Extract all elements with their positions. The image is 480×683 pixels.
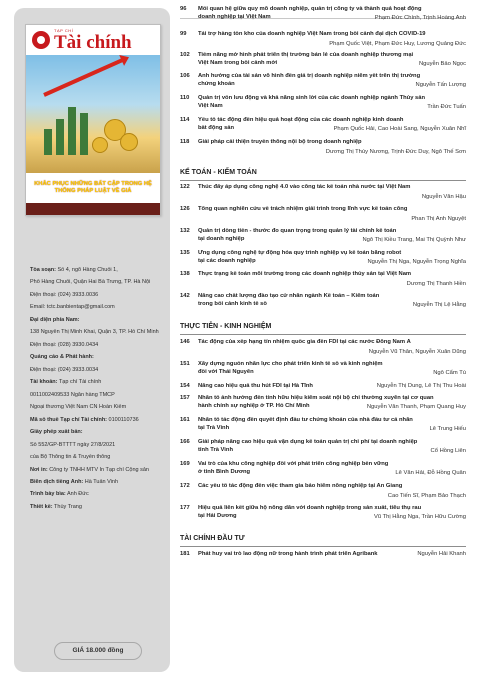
page-number: 142 xyxy=(180,293,190,299)
article-author: Phạm Quốc Hải, Cao Hoài Sang, Nguyễn Xuân Nhĩ xyxy=(333,126,466,132)
article-author: Lê Văn Hải, Đỗ Hồng Quân xyxy=(395,470,466,476)
info-line: Nơi in: Công ty TNHH MTV In Tạp chí Cộng sản xyxy=(30,466,149,473)
article-author: Dương Thị Thanh Hiền xyxy=(406,281,466,287)
page-number: 161 xyxy=(180,417,190,423)
page-number: 135 xyxy=(180,250,190,256)
article-author: Trần Đức Tuấn xyxy=(427,104,466,110)
article-title: Vai trò của khu công nghiệp đối với phát triển công nghiệp bền vững ở tỉnh Bình Dương xyxy=(198,461,389,475)
cover-kicker: TẠP CHÍ xyxy=(54,27,74,33)
info-line: Giấy phép xuất bản: xyxy=(30,429,83,436)
page-number: 181 xyxy=(180,551,190,557)
article-author: Nguyễn Văn Hậu xyxy=(421,194,466,200)
article-title: Phát huy vai trò lao động nữ trong hành trình phát triển Agribank xyxy=(198,551,378,557)
article-title: Nhân tố ảnh hưởng đến tính hữu hiệu kiểm soát nội bộ chi thường xuyên tại cơ quan hành chính sự nghiệp ở TP. Hồ Chí Minh xyxy=(198,395,434,409)
info-line: Mã số thuế Tạp chí Tài chính: 0100110736 xyxy=(30,416,139,423)
article-author: Ngô Cẩm Tú xyxy=(433,370,466,376)
article-title: Thúc đẩy áp dụng công nghệ 4.0 vào công tác kế toán nhà nước tại Việt Nam xyxy=(198,184,411,190)
article-title: Tổng quan nghiên cứu về trách nhiệm giải trình trong lĩnh vực kế toán công xyxy=(198,206,408,212)
page-number: 151 xyxy=(180,361,190,367)
info-line: Điện thoại: (024) 3933.0034 xyxy=(30,366,99,373)
divider xyxy=(180,334,466,335)
info-line: Thiết kế: Thùy Trang xyxy=(30,503,82,510)
page-number: 122 xyxy=(180,184,190,190)
article-author: Dương Thị Thúy Nương, Trịnh Đức Duy, Ngô Thế Sơn xyxy=(325,149,466,155)
page-number: 118 xyxy=(180,139,190,145)
cover-title-group xyxy=(54,29,132,52)
page-number: 166 xyxy=(180,439,190,445)
article-title: Ứng dụng công nghệ tự động hóa quy trình nghiệp vụ kế toán bằng robot tại các doanh nghiệp xyxy=(198,250,402,264)
cover-bar-icon xyxy=(44,129,52,155)
growth-arrow-icon xyxy=(43,57,125,96)
info-line: của Bộ Thông tin & Truyền thông xyxy=(30,454,111,461)
article-author: Nguyễn Hải Khanh xyxy=(417,551,466,557)
article-title: Nâng cao hiệu quả thu hút FDI tại Hà Tĩnh xyxy=(198,383,313,389)
page-number: 172 xyxy=(180,483,190,489)
article-author: Nguyễn Văn Thanh, Phạm Quang Huy xyxy=(366,404,466,410)
article-author: Phạm Quốc Việt, Phạm Đức Huy, Lương Quảng Đức xyxy=(329,41,466,47)
article-title: Tái trợ hàng tồn kho của doanh nghiệp Việt Nam trong bối cảnh đại dịch COVID-19 xyxy=(198,31,426,37)
article-title: Nâng cao chất lượng đào tạo cử nhân ngành Kế toán – Kiểm toán trong bối cảnh kinh tế số xyxy=(198,293,380,307)
article-title: Giải pháp nâng cao hiệu quả vận dụng kế toán quản trị chi phí tại doanh nghiệp tỉnh Trà Vinh xyxy=(198,439,418,453)
info-line: Đại diện phía Nam: xyxy=(30,316,80,323)
page-number: 177 xyxy=(180,505,190,511)
article-title: Thực trạng kế toán môi trường trong các doanh nghiệp thủy sản tại Việt Nam xyxy=(198,271,412,277)
article-title: Xây dựng nguồn nhân lực cho phát triển kinh tế số và kinh nghiệm đối với Thái Nguyên xyxy=(198,361,383,375)
info-line: Phố Hàng Chuối, Quận Hai Bà Trưng, TP. Hà Nội xyxy=(30,279,151,286)
page-number: 169 xyxy=(180,461,190,467)
article-title: Giải pháp cải thiện truyền thông nội bộ trong doanh nghiệp xyxy=(198,139,362,145)
coin-icon xyxy=(120,133,138,151)
info-line: Quảng cáo & Phát hành: xyxy=(30,354,94,361)
info-line: 138 Nguyễn Thị Minh Khai, Quận 3, TP. Hồ Chí Minh xyxy=(30,329,159,336)
cover-bar-icon xyxy=(56,119,64,155)
page-number: 154 xyxy=(180,383,190,389)
cover-header xyxy=(26,25,160,55)
cover-illustration xyxy=(26,55,160,173)
article-author: Nguyễn Thị Nga, Nguyễn Trọng Nghĩa xyxy=(367,259,466,265)
price-badge: GIÁ 18.000 đồng xyxy=(54,642,142,660)
section-heading: THỰC TIỄN - KINH NGHIỆM xyxy=(180,323,272,330)
cover-bar-icon xyxy=(80,113,88,155)
article-title: Nhân tố tác động đến quyết định đầu tư chứng khoán của nhà đầu tư cá nhân tại Trà Vinh xyxy=(198,417,413,431)
article-author: Cao Tiến Sĩ, Phạm Bảo Thạch xyxy=(387,493,466,499)
article-author: Nguyễn Thị Lệ Hằng xyxy=(412,302,466,308)
article-title: Các yếu tố tác động đến việc tham gia bảo hiểm nông nghiệp tại An Giang xyxy=(198,483,403,489)
section-heading: TÀI CHÍNH ĐẦU TƯ xyxy=(180,535,245,542)
info-line: Tòa soạn: Số 4, ngõ Hàng Chuối 1, xyxy=(30,267,118,273)
page-number: 138 xyxy=(180,271,190,277)
cover-bar-icon xyxy=(68,107,76,155)
info-line: Số 552/GP-BTTTT ngày 27/8/2021 xyxy=(30,441,116,448)
article-author: Ngô Thị Kiều Trang, Mai Thị Quỳnh Như xyxy=(362,237,466,243)
publication-info xyxy=(30,267,166,516)
info-line: Trình bày bìa: Anh Đức xyxy=(30,491,89,498)
article-title: Ảnh hưởng của tài sản vô hình đến giá trị doanh nghiệp niêm yết trên thị trường chứng khoán xyxy=(198,73,421,87)
article-title: Tác động của xếp hạng tín nhiệm quốc gia đến FDI tại các nước Đông Nam Á xyxy=(198,339,411,345)
divider xyxy=(180,546,466,547)
article-author: Nguyễn Thị Dung, Lê Thị Thu Hoài xyxy=(376,383,466,389)
article-title: Yếu tố tác động đến hiệu quả hoạt động của các doanh nghiệp kinh doanh bất động sản xyxy=(198,117,404,131)
magazine-cover xyxy=(25,24,161,216)
info-line: Tài khoản: Tạp chí Tài chính xyxy=(30,379,102,386)
page-number: 110 xyxy=(180,95,190,101)
info-line: Biên dịch tiếng Anh: Hà Tuấn Vinh xyxy=(30,478,119,485)
article-title: Quản trị dòng tiền - thước đo quan trọng trong quản lý tài chính kế toán tại doanh nghiệp xyxy=(198,228,397,242)
article-author: Lê Trung Hiếu xyxy=(429,426,466,432)
info-line: Email: tctc.banbientap@gmail.com xyxy=(30,304,115,311)
article-author: Nguyễn Tấn Lượng xyxy=(415,82,466,88)
info-line: Điện thoại: (028) 3930.0434 xyxy=(30,341,99,348)
divider xyxy=(180,180,466,181)
page-number: 157 xyxy=(180,395,190,401)
article-author: Phan Thị Anh Nguyệt xyxy=(411,216,466,222)
page-number: 146 xyxy=(180,339,190,345)
section-heading: KẾ TOÁN - KIỂM TOÁN xyxy=(180,169,257,176)
page-number: 106 xyxy=(180,73,190,79)
coin-icon xyxy=(92,137,108,153)
article-title: Hiệu quả liên kết giữa hộ nông dân với doanh nghiệp trong sản xuất, tiêu thụ rau tại Hải Dương xyxy=(198,505,422,519)
page-number: 132 xyxy=(180,228,190,234)
article-author: Nguyễn Vũ Thân, Nguyễn Xuân Dũng xyxy=(368,349,466,355)
cover-footer-band xyxy=(26,203,160,215)
cover-title: Tài chính xyxy=(54,31,132,53)
article-title: Tiềm năng mở hình phát triển thị trường bán lẻ của doanh nghiệp thương mại Việt Nam trong bối cảnh mới xyxy=(198,52,414,66)
article-author: Vũ Thị Hằng Nga, Trần Hữu Cường xyxy=(373,514,466,520)
page-number: 102 xyxy=(180,52,190,58)
article-author: Cổ Hồng Liên xyxy=(430,448,466,454)
cover-headline: KHẮC PHỤC NHỮNG BẤT CẬP TRONG HỆ THỐNG PHÁP LUẬT VỀ GIÁ xyxy=(34,181,152,194)
page-number: 114 xyxy=(180,117,190,123)
emblem-logo-icon xyxy=(32,31,50,49)
article-author: Nguyễn Bảo Ngọc xyxy=(418,61,466,67)
info-line: 0011002409533 Ngân hàng TMCP xyxy=(30,391,115,398)
article-title: Mối quan hệ giữa quy mô doanh nghiệp, quản trị công ty và thành quả hoạt động doanh nghiệp tại Việt Nam xyxy=(198,6,422,20)
article-author: Phạm Đức Chính, Trịnh Hoàng Anh xyxy=(374,15,466,21)
page-number: 96 xyxy=(180,6,187,12)
article-title: Quản trị vốn lưu động và khả năng sinh lời của các doanh nghiệp ngành Thủy sản Việt Nam xyxy=(198,95,426,109)
page-number: 99 xyxy=(180,31,187,37)
info-line: Điện thoại: (024) 3933.0036 xyxy=(30,291,99,298)
info-line: Ngoại thương Việt Nam CN Hoàn Kiếm xyxy=(30,404,127,411)
page-number: 126 xyxy=(180,206,190,212)
